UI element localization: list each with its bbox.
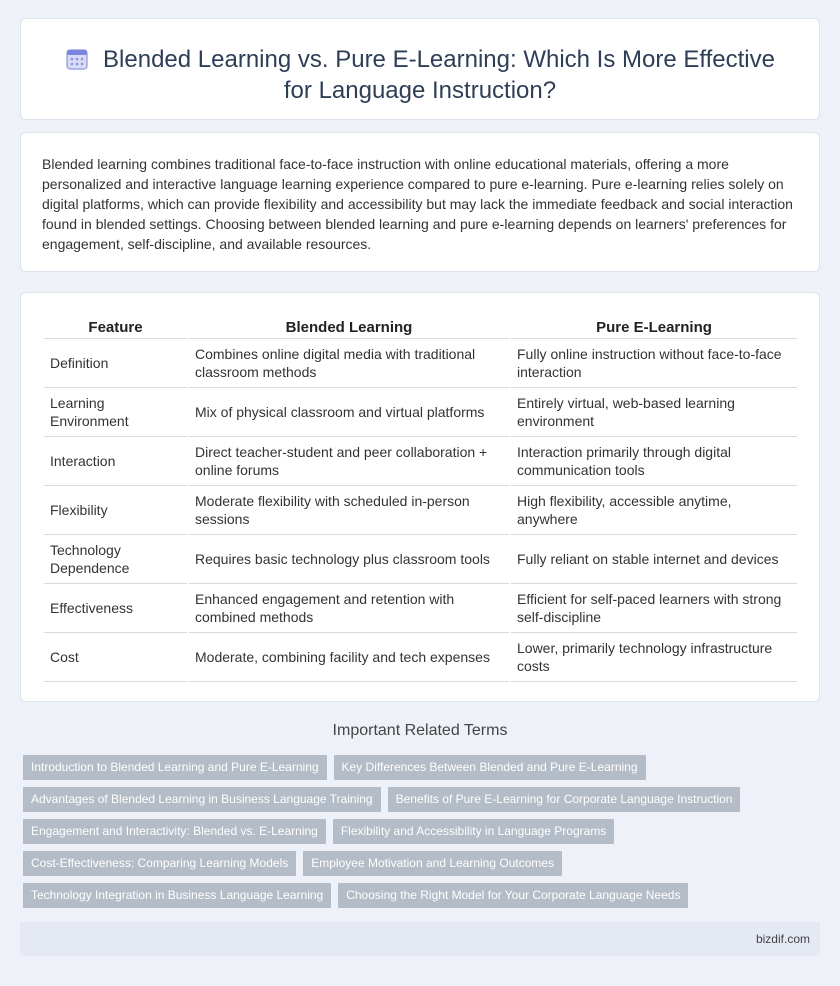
related-terms-list	[23, 755, 823, 915]
cell-blended: Mix of physical classroom and virtual platforms	[189, 388, 509, 437]
footer	[20, 922, 820, 956]
related-term-tag[interactable]: Introduction to Blended Learning and Pure E-Learning	[23, 755, 327, 780]
cell-feature: Effectiveness	[44, 584, 187, 633]
cell-elearning: High flexibility, accessible anytime, anywhere	[511, 486, 797, 535]
table-row	[44, 388, 797, 437]
intro-paragraph: Blended learning combines traditional face-to-face instruction with online educational materials, offering a more personalized and interactive language learning experience compared to pure e-learning. Pure e-learning relies solely on digital platforms, which can provide flexibility and accessibility but may lack the immediate feedback and social interaction found in blended settings. Choosing between blended learning and pure e-learning depends on learners' preferences for engagement, self-discipline, and available resources.	[42, 156, 793, 252]
cell-elearning: Fully reliant on stable internet and devices	[511, 535, 797, 584]
related-term-tag[interactable]: Technology Integration in Business Language Learning	[23, 883, 331, 908]
comparison-card	[20, 292, 820, 702]
tag-row	[23, 819, 823, 844]
cell-blended: Combines online digital media with traditional classroom methods	[189, 339, 509, 388]
related-term-tag[interactable]: Benefits of Pure E-Learning for Corporate Language Instruction	[388, 787, 741, 812]
footer-site-link[interactable]: bizdif.com	[755, 932, 810, 946]
header-feature: Feature	[44, 315, 187, 339]
cell-elearning: Fully online instruction without face-to-face interaction	[511, 339, 797, 388]
page-title-text: Blended Learning vs. Pure E-Learning: Which Is More Effective for Language Instruction?	[103, 46, 775, 104]
cell-blended: Moderate flexibility with scheduled in-person sessions	[189, 486, 509, 535]
tag-row	[23, 851, 823, 876]
table-row	[44, 535, 797, 584]
related-term-tag[interactable]: Employee Motivation and Learning Outcomes	[303, 851, 562, 876]
cell-elearning: Lower, primarily technology infrastructure costs	[511, 633, 797, 682]
table-row	[44, 339, 797, 388]
tag-row	[23, 787, 823, 812]
header-blended: Blended Learning	[189, 315, 509, 339]
tag-row	[23, 883, 823, 908]
related-term-tag[interactable]: Flexibility and Accessibility in Language Programs	[333, 819, 614, 844]
cell-feature: Interaction	[44, 437, 187, 486]
cell-feature: Technology Dependence	[44, 535, 187, 584]
cell-blended: Moderate, combining facility and tech expenses	[189, 633, 509, 682]
cell-feature: Definition	[44, 339, 187, 388]
page-title	[51, 44, 789, 106]
table-row	[44, 633, 797, 682]
title-card	[20, 18, 820, 120]
table-header-row	[44, 315, 797, 339]
table-row	[44, 486, 797, 535]
header-elearning: Pure E-Learning	[511, 315, 797, 339]
table-row	[44, 437, 797, 486]
related-term-tag[interactable]: Advantages of Blended Learning in Business Language Training	[23, 787, 381, 812]
calendar-icon	[65, 47, 89, 71]
related-term-tag[interactable]: Cost-Effectiveness: Comparing Learning Models	[23, 851, 296, 876]
comparison-table	[42, 315, 799, 682]
title-wrap	[51, 44, 789, 106]
related-terms-heading: Important Related Terms	[332, 722, 508, 739]
cell-elearning: Entirely virtual, web-based learning environment	[511, 388, 797, 437]
related-term-tag[interactable]: Choosing the Right Model for Your Corporate Language Needs	[338, 883, 688, 908]
cell-blended: Requires basic technology plus classroom tools	[189, 535, 509, 584]
cell-feature: Flexibility	[44, 486, 187, 535]
cell-blended: Enhanced engagement and retention with combined methods	[189, 584, 509, 633]
cell-elearning: Efficient for self-paced learners with strong self-discipline	[511, 584, 797, 633]
tag-row	[23, 755, 823, 780]
cell-feature: Cost	[44, 633, 187, 682]
intro-card	[20, 132, 820, 272]
table-row	[44, 584, 797, 633]
cell-blended: Direct teacher-student and peer collaboration + online forums	[189, 437, 509, 486]
related-term-tag[interactable]: Engagement and Interactivity: Blended vs. E-Learning	[23, 819, 326, 844]
cell-elearning: Interaction primarily through digital communication tools	[511, 437, 797, 486]
related-term-tag[interactable]: Key Differences Between Blended and Pure E-Learning	[334, 755, 646, 780]
cell-feature: Learning Environment	[44, 388, 187, 437]
